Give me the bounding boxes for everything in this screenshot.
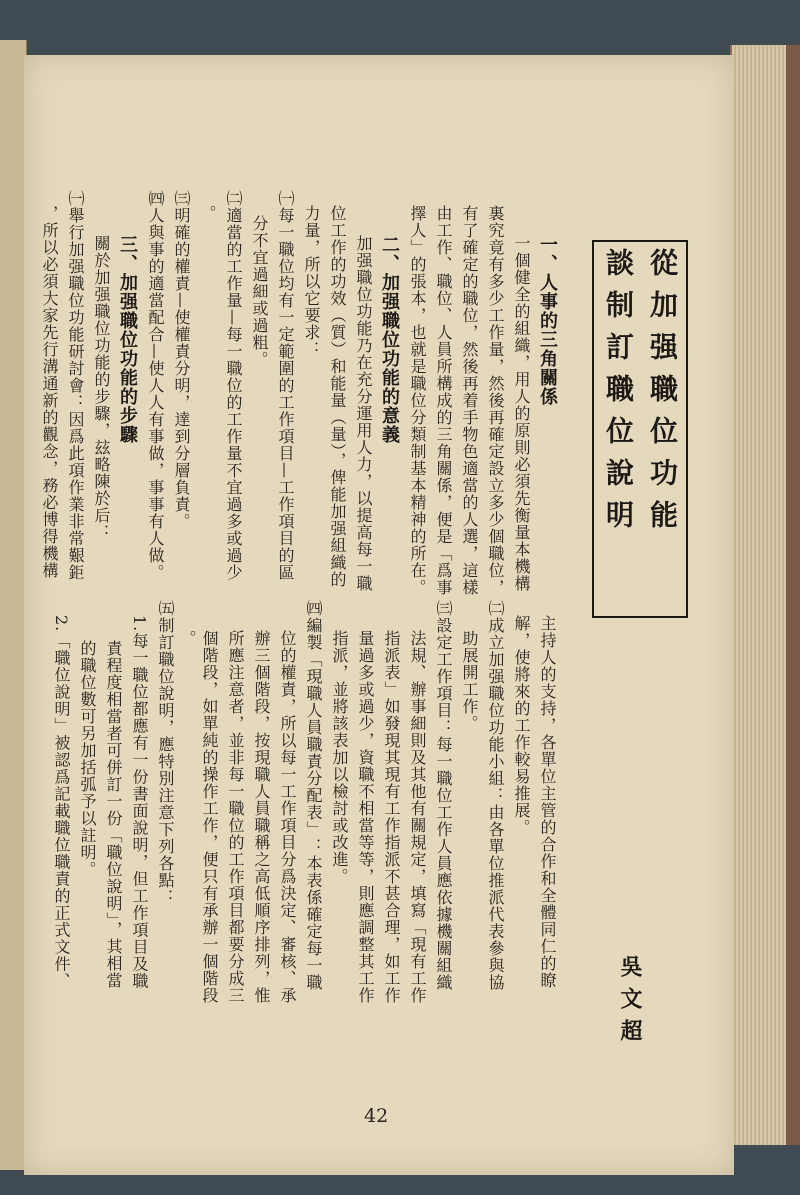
text-line: 裏究竟有多少工作量，然後再確定設立多少個職位，	[486, 205, 505, 596]
text-line: 力量，所以它要求：	[302, 205, 321, 358]
page-number: 42	[364, 1105, 389, 1127]
text-line: 。	[198, 205, 217, 222]
list-item: ㈣人與事的適當配合—使人人有事做，事事有人做。	[146, 190, 165, 581]
text-line: 的職位數可另加括弧予以註明。	[78, 640, 97, 878]
list-item: ㈡適當的工作量—每一職位的工作量不宜過多或過少	[224, 190, 243, 581]
text-line: 位的權責，所以每一工作項目分爲決定、審核、承	[278, 630, 297, 1004]
list-item: ㈤制訂職位說明，應特別注意下列各點：	[156, 600, 175, 906]
text-line: 指派，並將該表加以檢討或改進。	[330, 630, 349, 885]
text-line: 分不宜過細或過粗。	[250, 215, 269, 368]
text-line: 關於加强職位功能的步驟，玆略陳於后：	[92, 235, 111, 541]
text-line: ，所以必須大家先行溝通新的觀念，務必博得機構	[40, 205, 59, 579]
sub-item: 1.每一職位都應有一份書面說明，但工作項目及職	[130, 615, 149, 990]
text-line: 所應注意者，並非每一職位的工作項目都要分成三	[226, 630, 245, 1004]
text-line: 加强職位功能乃在充分運用人力，以提高每一職	[354, 235, 373, 592]
text-line: 個階段，如單純的操作工作，便只有承辦一個階段	[200, 630, 219, 1004]
list-item: ㈢設定工作項目：每一職位工作人員應依據機關組織	[434, 600, 453, 991]
list-item: ㈡成立加强職位功能小組：由各單位推派代表參與協	[486, 600, 505, 991]
text-line: 助展開工作。	[460, 630, 479, 732]
book-page-edges	[730, 45, 800, 1145]
section-heading-1: 一、人事的三角關係	[537, 235, 558, 406]
article-title	[592, 240, 688, 618]
section-heading-3: 三、加强職位功能的步驟	[117, 235, 138, 444]
text-line: 擇人」的張本，也就是職位分類制基本精神的所在。	[408, 205, 427, 596]
text-line: 量過多或過少，資職不相當等等，則應調整其工作	[356, 630, 375, 1004]
text-line: 指派表」如發現其現有工作指派不甚合理，如工作	[382, 630, 401, 1004]
text-line: 位工作的功效（質）和能量（量），俾能加强組織的	[328, 205, 347, 588]
text-line: 一個健全的組織，用人的原則必須先衡量本機構	[512, 235, 531, 592]
section-heading-2: 二、加强職位功能的意義	[379, 235, 400, 444]
author-name: 吳文超	[617, 955, 642, 1051]
sub-item: 2.「職位說明」被認爲記載職位職責的正式文件、	[52, 615, 71, 990]
text-line: 主持人的支持，各單位主管的合作和全體同仁的瞭	[538, 615, 557, 989]
text-line: 解，使將來的工作較易推展。	[512, 615, 531, 836]
text-line: 法規、辦事細則及其他有關規定，填寫「現有工作	[408, 630, 427, 1004]
document-page	[24, 55, 734, 1175]
text-line: 。	[178, 630, 197, 647]
title-line-2: 談制訂職位說明	[602, 248, 635, 542]
text-line: 辦三個階段，按現職人員職稱之高低順序排列，惟	[252, 630, 271, 1004]
list-item: ㈢明確的權責—使權責分明，達到分層負責。	[172, 190, 191, 530]
text-line: 有了確定的職位，然後再着手物色適當的人選，這樣	[460, 205, 479, 596]
text-line: 由工作、職位、人員所構成的三角關係，便是「爲事	[434, 205, 453, 596]
list-item: ㈠舉行加强職位功能研討會：因爲此項作業非常艱鉅	[66, 190, 85, 581]
text-line: 責程度相當者可併訂一份「職位說明」，其相當	[104, 640, 123, 989]
list-item: ㈣編製「現職人員職責分配表」：本表係確定每一職	[304, 600, 323, 991]
list-item: ㈠每一職位均有一定範圍的工作項目—工作項目的區	[276, 190, 295, 581]
title-line-1: 從加强職位功能	[646, 248, 679, 542]
left-page-edge	[0, 40, 27, 1170]
